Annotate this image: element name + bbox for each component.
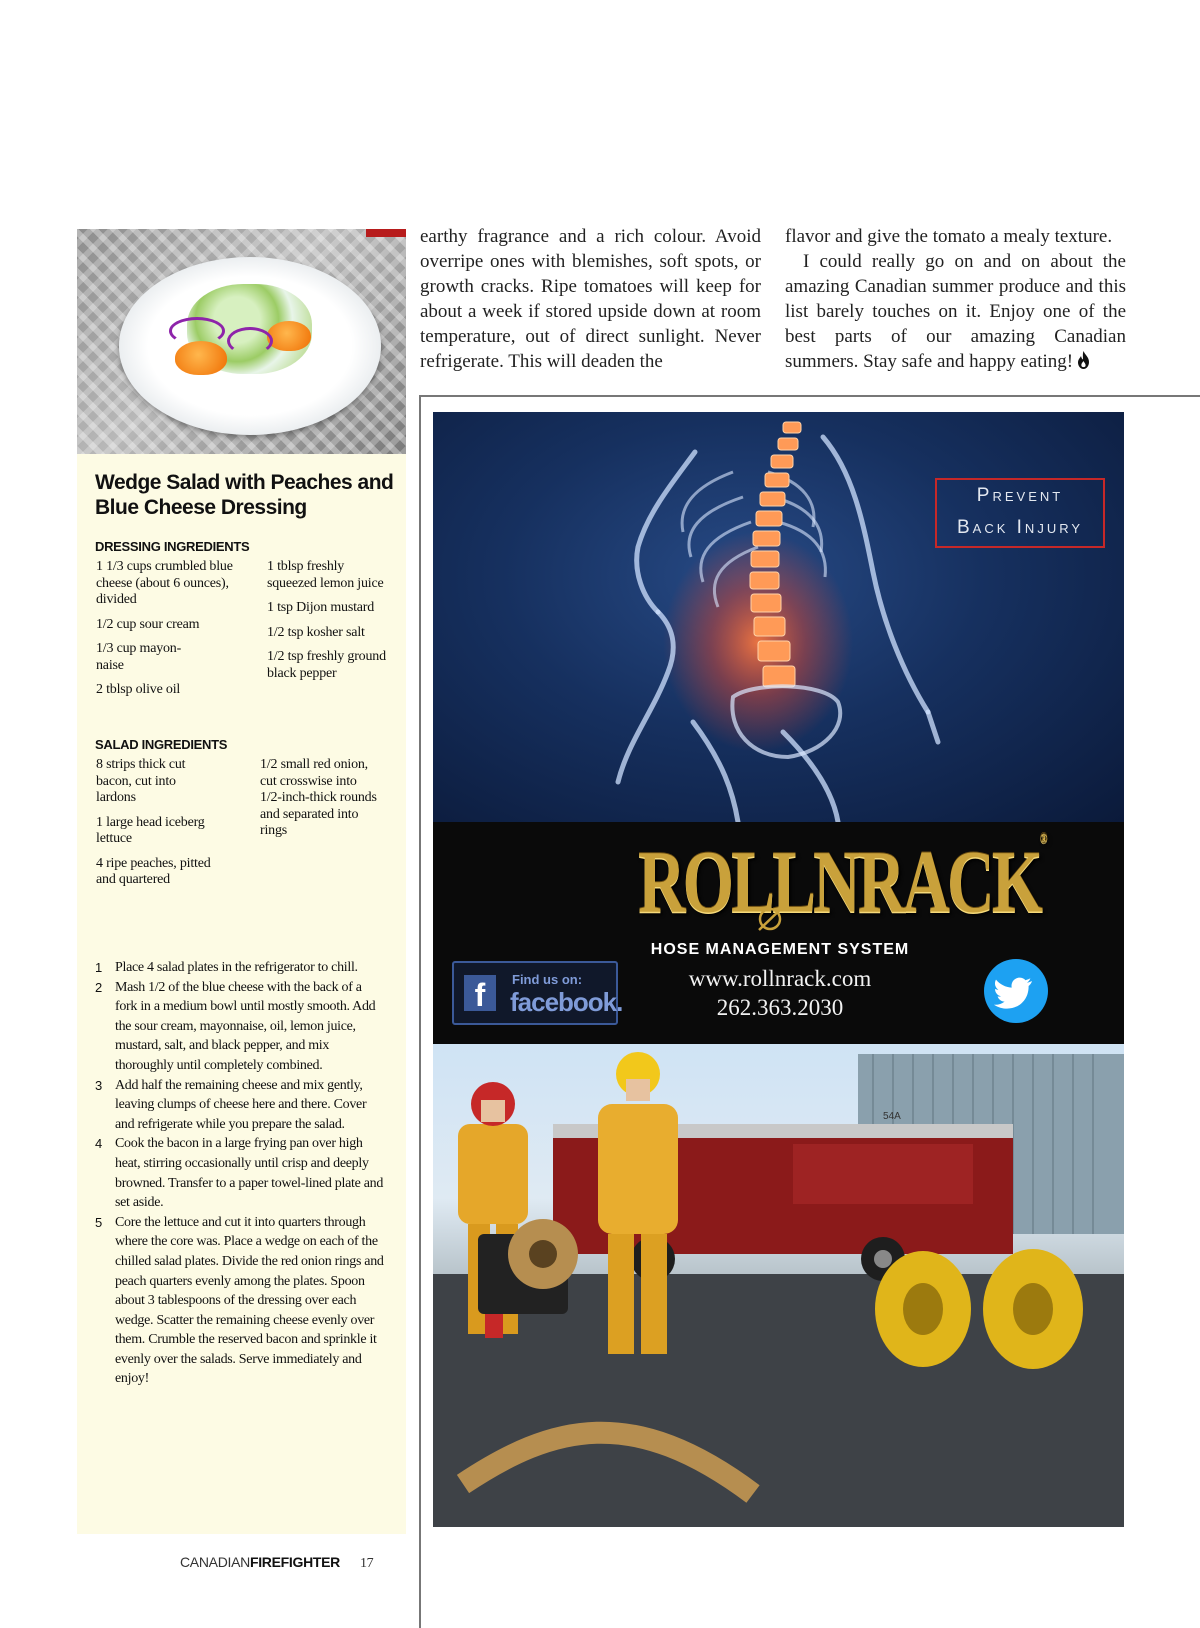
salad-heading: SALAD INGREDIENTS: [95, 737, 228, 752]
facebook-icon: f: [464, 975, 496, 1011]
recipe-step: [95, 978, 385, 1076]
page-footer: [180, 1554, 373, 1572]
step-number: 1: [95, 960, 102, 975]
recipe-steps: [95, 958, 385, 1389]
ingredient: 1 1/3 cups crumbled blue cheese (about 6 ounces), divided: [96, 559, 233, 607]
ad-headline-line: Prevent: [976, 485, 1064, 506]
ingredient: 1/3 cup mayon-naise: [96, 641, 182, 673]
ingredient: 2 tblsp olive oil: [96, 682, 181, 697]
page-number: 17: [359, 1556, 374, 1571]
ingredient: 4 ripe peaches, pitted and quartered: [96, 855, 211, 887]
publication-name-light: CANADIAN: [180, 1554, 250, 1570]
brand-name: ROLLNRACK: [638, 833, 1041, 932]
onion-ring: [169, 317, 225, 345]
ad-frame-line: [419, 395, 421, 1628]
salad-ingredients-left: [96, 757, 216, 897]
ingredient: 1 large head iceberg lettuce: [96, 814, 205, 846]
publication-name-bold: FIREFIGHTER: [249, 1554, 340, 1570]
recipe-step: [95, 1076, 385, 1135]
brand-emblem-icon: [757, 902, 789, 932]
registered-mark: ®: [1040, 832, 1048, 847]
ad-frame-line: [419, 395, 1200, 397]
twitter-bird-icon: [984, 959, 1048, 1023]
dressing-ingredients-left: [96, 559, 246, 707]
step-number: 2: [95, 979, 102, 995]
firefighters-photo: [433, 1044, 1124, 1527]
flame-icon: [1077, 351, 1090, 369]
article-paragraph: flavor and give the tomato a mealy texture.: [785, 226, 1113, 247]
ad-phone-number: 262.363.2030: [716, 995, 844, 1020]
recipe-step: [95, 958, 385, 978]
article-column-2: [785, 224, 1126, 374]
step-number: 5: [95, 1214, 102, 1230]
facebook-badge[interactable]: [452, 961, 623, 1025]
twitter-badge[interactable]: [984, 959, 1048, 1023]
article-paragraph: earthy fragrance and a rich colour. Avoid overripe ones with blemishes, soft spots, or growth cracks. Ripe tomatoes will keep for about a week if stored upside down at room temperature, out of direct sunlight. Never refrigerate. This will deaden the: [420, 226, 761, 372]
step-text: Cook the bacon in a large frying pan over high heat, stirring occasionally until crisp and deeply browned. Transfer to a paper towel-lined plate and set aside.: [115, 1136, 384, 1211]
ingredient: 1/2 small red onion, cut crosswise into 1/2-inch-thick rounds and separated into rings: [260, 757, 377, 838]
photo-red-strip: [366, 229, 406, 237]
dressing-heading: DRESSING INGREDIENTS: [95, 539, 250, 554]
ingredient: 1 tblsp freshly squeezed lemon juice: [267, 559, 384, 591]
ad-headline-line: Back Injury: [956, 517, 1084, 538]
ingredient: 8 strips thick cut bacon, cut into lardons: [96, 757, 186, 805]
salad-photo: [77, 229, 406, 454]
truck-unit-label: 54A: [883, 1111, 901, 1122]
step-number: 3: [95, 1077, 102, 1093]
dressing-ingredients-right: [267, 559, 395, 690]
ad-headline-box: [935, 478, 1105, 548]
article-paragraph: I could really go on and on about the amazing Canadian summer produce and this list barely touches on it. Enjoy one of the best parts of our amazing Canadian summers. Stay safe and happy eating!: [785, 251, 1126, 372]
onion-ring: [227, 327, 273, 355]
salad-ingredients-right: [260, 757, 378, 848]
ad-website-link[interactable]: www.rollnrack.com: [688, 966, 872, 991]
step-text: Mash 1/2 of the blue cheese with the back of a fork in a medium bowl until mostly smooth. Add the sour cream, mayonnaise, oil, lemon juice, mustard, salt, and black pepper, and mix thoroughly until completely combined.: [115, 979, 376, 1073]
ad-tagline: HOSE MANAGEMENT SYSTEM: [650, 941, 910, 958]
recipe-step: [95, 1213, 385, 1389]
ad-xray-image: [433, 412, 1124, 822]
ingredient: 1/2 tsp kosher salt: [267, 624, 365, 640]
step-text: Place 4 salad plates in the refrigerator to chill.: [115, 960, 358, 975]
step-text: Core the lettuce and cut it into quarters through where the core was. Place a wedge on each of the chilled salad plates. Divide the red onion rings and peach quarters evenly among the plates. Spoon about 3 tablespoons of the dressing over each wedge. Scatter the remaining cheese evenly over them. Crumble the reserved bacon and sprinkle it evenly over the salads. Serve immediately and enjoy!: [115, 1214, 384, 1387]
article-column-1: [420, 224, 761, 374]
facebook-wordmark: facebook.: [510, 987, 623, 1017]
peach-slice: [175, 341, 227, 375]
firefighters-scene: [433, 1044, 1124, 1527]
facebook-find-label: Find us on:: [512, 972, 583, 987]
peach-slice: [267, 321, 311, 351]
step-text: Add half the remaining cheese and mix gently, leaving clumps of cheese here and there. Cover and refrigerate while you prepare the salad.: [115, 1077, 367, 1132]
recipe-step: [95, 1134, 385, 1212]
recipe-title: Wedge Salad with Peaches and Blue Cheese Dressing: [95, 471, 394, 519]
ingredient: 1/2 cup sour cream: [96, 616, 200, 632]
step-number: 4: [95, 1136, 102, 1152]
skeleton-illustration: [433, 412, 1124, 822]
ingredient: 1 tsp Dijon mustard: [267, 600, 375, 615]
ingredient: 1/2 tsp freshly ground black pepper: [267, 649, 386, 681]
